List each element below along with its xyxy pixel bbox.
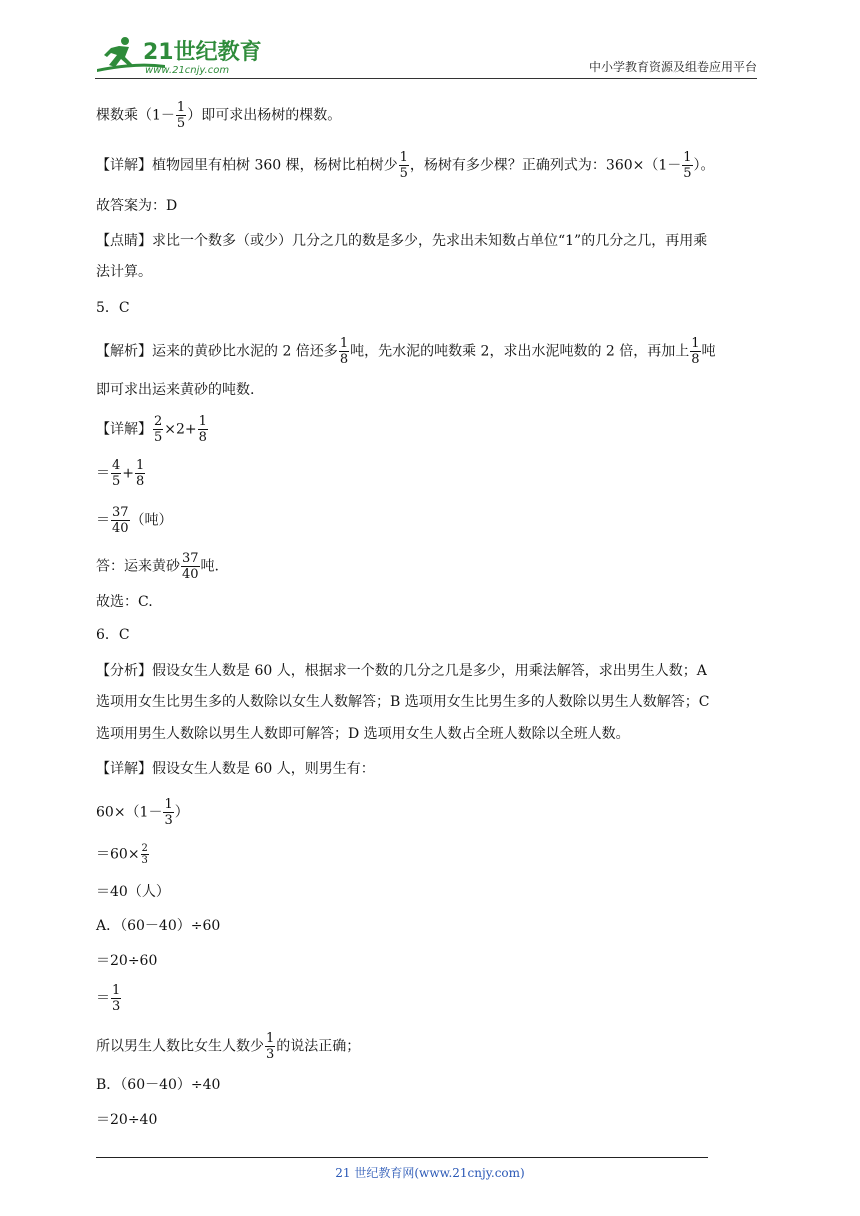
text-line: 故选：C. (96, 594, 153, 610)
text-line: 选项用女生比男生多的人数除以女生人数解答；B 选项用女生比男生多的人数除以男生人数解答；C (96, 694, 710, 710)
fraction: $\frac{1}{5}$ (683, 150, 692, 181)
footer-text: 21 世纪教育网(www.21cnjy.com) (335, 1166, 525, 1180)
fraction: $\frac{1}{3}$ (164, 797, 173, 828)
text-line: ＝ $\frac{37}{40}$ （吨） (96, 505, 173, 536)
header-divider (95, 78, 757, 79)
fraction: $\frac{1}{8}$ (198, 414, 207, 445)
fraction: $\frac{37}{40}$ (112, 505, 129, 536)
fraction: $\frac{4}{5}$ (112, 458, 121, 489)
header-slogan: 中小学教育资源及组卷应用平台 (588, 60, 757, 74)
logo-sub-text: www.21cnjy.com (145, 65, 230, 76)
text-line: ＝ $\frac{1}{3}$ (96, 983, 121, 1014)
text-line: 60×（1－ $\frac{1}{3}$ ） (96, 797, 189, 828)
text-line: ＝20÷60 (96, 953, 158, 969)
page-header (0, 0, 860, 82)
text-line: ＝ $\frac{4}{5}$ + $\frac{1}{8}$ (96, 458, 145, 489)
fraction: $\frac{37}{40}$ (182, 551, 199, 582)
21cnjy-logo (95, 35, 265, 77)
text-line: A．（60－40）÷60 (96, 918, 221, 934)
text-line: 【详解】植物园里有柏树 360 棵，杨树比柏树少 $\frac{1}{5}$ ，杨树有多少棵？正确列式为：360×（1－ $\frac{1}{5}$ ）。 (96, 150, 715, 181)
fraction: $\frac{1}{5}$ (176, 100, 186, 131)
fraction: $\frac{2}{3}$ (141, 843, 148, 866)
text-line: 【点睛】求比一个数多（或少）几分之几的数是多少，先求出未知数占单位“1”的几分之几，再用乘 (96, 233, 708, 249)
fraction: $\frac{1}{3}$ (266, 1031, 275, 1062)
question-number: 5．C (96, 300, 130, 316)
text-line: 法计算。 (96, 264, 152, 280)
fraction: $\frac{1}{5}$ (399, 150, 408, 181)
text-line: 【解析】运来的黄砂比水泥的 2 倍还多 $\frac{1}{8}$ 吨，先水泥的吨数乘 2，求出水泥吨数的 2 倍，再加上 $\frac{1}{8}$ 吨 (96, 336, 716, 367)
text-line: 棵数乘（1－ $\frac{1}{5}$ ）即可求出杨树的棵数。 (96, 100, 342, 131)
question-number: 6．C (96, 627, 130, 643)
text-line: 所以男生人数比女生人数少 $\frac{1}{3}$ 的说法正确； (96, 1031, 361, 1062)
text-line: 故答案为：D (96, 198, 178, 214)
text-line: 【详解】假设女生人数是 60 人，则男生有： (96, 761, 375, 777)
text-line: ＝60× $\frac{2}{3}$ (96, 843, 148, 866)
text-line: 选项用男生人数除以男生人数即可解答；D 选项用女生人数占全班人数除以全班人数。 (96, 726, 630, 742)
fraction: $\frac{1}{8}$ (136, 458, 145, 489)
text-line: 【详解】 $\frac{2}{5}$ ×2+ $\frac{1}{8}$ (96, 414, 207, 445)
text-line: ＝40（人） (96, 884, 170, 900)
text-line: 【分析】假设女生人数是 60 人，根据求一个数的几分之几是多少，用乘法解答，求出男生人数；A (96, 663, 707, 679)
fraction: $\frac{1}{8}$ (691, 336, 700, 367)
text-line: 即可求出运来黄砂的吨数. (96, 382, 255, 398)
fraction: $\frac{2}{5}$ (154, 414, 163, 445)
text-line: ＝20÷40 (96, 1112, 158, 1128)
fraction: $\frac{1}{8}$ (339, 336, 349, 367)
text-line: 答：运来黄砂 $\frac{37}{40}$ 吨. (96, 551, 219, 582)
text-line: B．（60－40）÷40 (96, 1077, 221, 1093)
fraction: $\frac{1}{3}$ (112, 983, 121, 1014)
footer-divider (96, 1157, 708, 1158)
logo-main-text: 21世纪教育 (143, 40, 262, 65)
